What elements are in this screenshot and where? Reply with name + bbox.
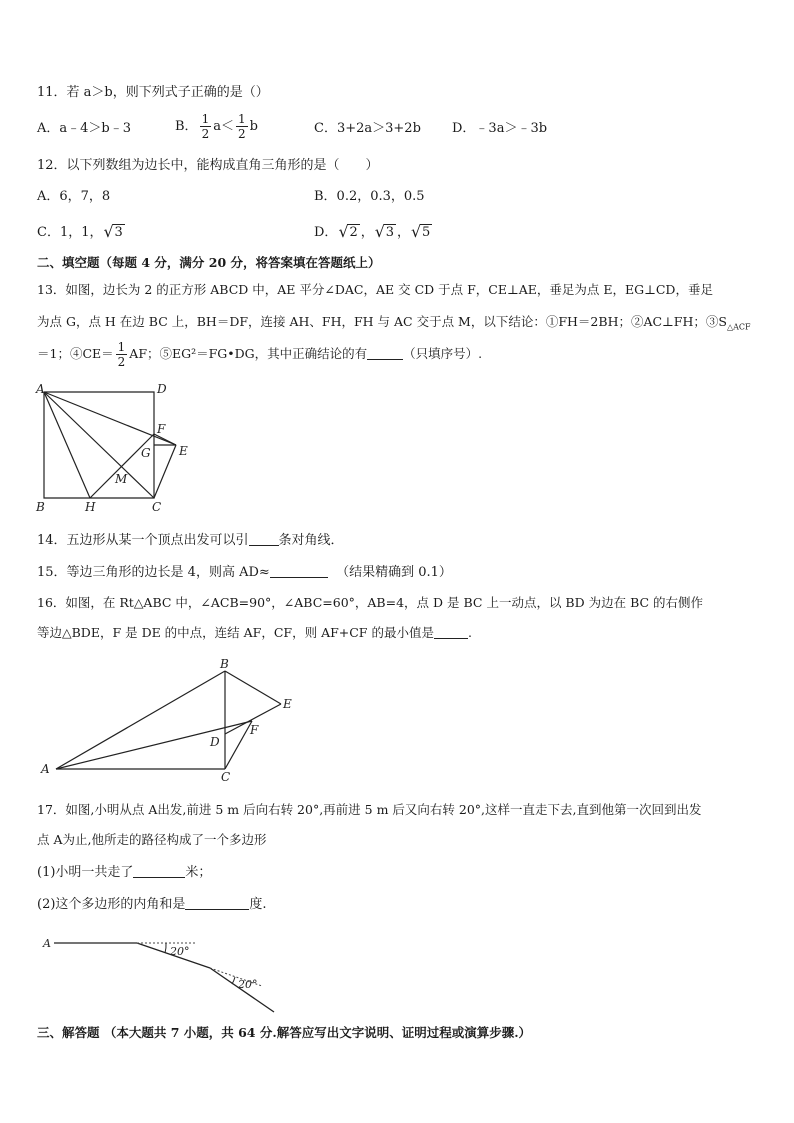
fraction: $\frac{1}{2}$: [237, 112, 246, 141]
q16-line-2: 等边△BDE，F 是 DE 的中点，连结 AF，CF，则 AF+CF 的最小值是 .: [37, 625, 472, 640]
section-2-heading: 二、填空题（每题 4 分，满分 20 分，将答案填在答题纸上）: [37, 255, 381, 270]
angle-label-1: 20°: [170, 945, 190, 958]
q15: 15．等边三角形的边长是 4，则高 AD≈ （结果精确到 0.1）: [37, 565, 452, 580]
label-B: B: [220, 657, 229, 671]
q14: 14．五边形从某一个顶点出发可以引 条对角线．: [37, 533, 344, 548]
q11-b-prefix: B．: [175, 119, 198, 134]
label-G: G: [141, 446, 151, 460]
sqrt: √ 5: [411, 222, 431, 241]
q17-line-2: 点 A为止,他所走的路径构成了一个多边形: [37, 832, 267, 847]
q13-line-1: 13．如图，边长为 2 的正方形 ABCD 中，AE 平分∠DAC，AE 交 CD 于点 F，CE⊥AE，垂足为点 E，EG⊥CD，垂足: [37, 282, 713, 297]
q13-line-3: ＝1；④CE＝ $\frac{1}{2}$ AF；⑤EG²＝FG•DG，其中正确结论的有 （只填序号）.: [37, 340, 483, 369]
q11-b-mid: a＜: [213, 119, 234, 134]
q12-option-b: B．0.2，0.3，0.5: [314, 189, 425, 204]
q11-option-d: D．﹣3a＞﹣3b: [452, 121, 548, 136]
label-B: B: [36, 500, 45, 514]
q12-option-a: A．6，7，8: [37, 189, 111, 204]
q11-option-a: A．a﹣4＞b﹣3: [37, 121, 132, 136]
sqrt: √ 2: [338, 222, 358, 241]
angle-label-2: 20°: [238, 978, 258, 991]
label-D: D: [210, 735, 220, 749]
label-F: F: [250, 723, 259, 737]
label-M: M: [115, 472, 128, 486]
q17-figure: [30, 930, 290, 1020]
label-D: D: [157, 382, 167, 396]
label-H: H: [85, 500, 96, 514]
q11-stem: 11．若 a＞b，则下列式子正确的是（）: [37, 85, 269, 100]
q17-sub-1: (1)小明一共走了 米；: [37, 865, 212, 880]
label-A: A: [43, 937, 51, 950]
section-3-heading: 三、解答题 （本大题共 7 小题，共 64 分.解答应写出文字说明、证明过程或演算步骤.）: [37, 1025, 532, 1040]
label-C: C: [152, 500, 162, 514]
q17-line-1: 17．如图,小明从点 A出发,前进 5 m 后向右转 20°,再前进 5 m 后又向右转 20°,这样一直走下去,直到他第一次回到出发: [37, 802, 702, 817]
q16-line-1: 16．如图，在 Rt△ABC 中，∠ACB=90°，∠ABC=60°，AB=4，点 D 是 BC 上一动点，以 BD 为边在 BC 的右侧作: [37, 595, 704, 610]
q12-option-d: D． √ 2 ， √ 3 ， √ 5: [314, 222, 431, 241]
q12-option-c: C．1，1， √ 3: [37, 222, 123, 241]
q11-option-b: [175, 112, 258, 141]
answer-blank[interactable]: [270, 563, 328, 578]
answer-blank[interactable]: [367, 345, 403, 360]
q11-b-suffix: b: [249, 119, 258, 134]
label-F: F: [157, 422, 166, 436]
q12-stem: 12．以下列数组为边长中，能构成直角三角形的是（ ）: [37, 158, 379, 173]
answer-blank[interactable]: [434, 624, 468, 639]
answer-blank[interactable]: [185, 895, 249, 910]
q11-option-c: C．3+2a＞3+2b: [314, 121, 421, 136]
fraction: $\frac{1}{2}$: [201, 112, 210, 141]
answer-blank[interactable]: [133, 863, 185, 878]
label-E: E: [283, 697, 292, 711]
label-E: E: [179, 444, 188, 458]
sqrt: √ 3: [374, 222, 395, 241]
sqrt: √ 3: [103, 222, 123, 241]
q17-sub-2: (2)这个多边形的内角和是 度.: [37, 897, 267, 912]
q13-line-2: 为点 G，点 H 在边 BC 上，BH＝DF，连接 AH、FH，FH 与 AC 交于点 M，以下结论：①FH＝2BH；②AC⊥FH；$③S_{\triangle ACF}$: [37, 314, 751, 332]
label-A: A: [36, 382, 45, 396]
label-A: A: [41, 762, 50, 776]
q13-figure: [30, 380, 200, 515]
answer-blank[interactable]: [249, 531, 279, 546]
q16-figure: [30, 655, 310, 787]
label-C: C: [221, 770, 231, 784]
